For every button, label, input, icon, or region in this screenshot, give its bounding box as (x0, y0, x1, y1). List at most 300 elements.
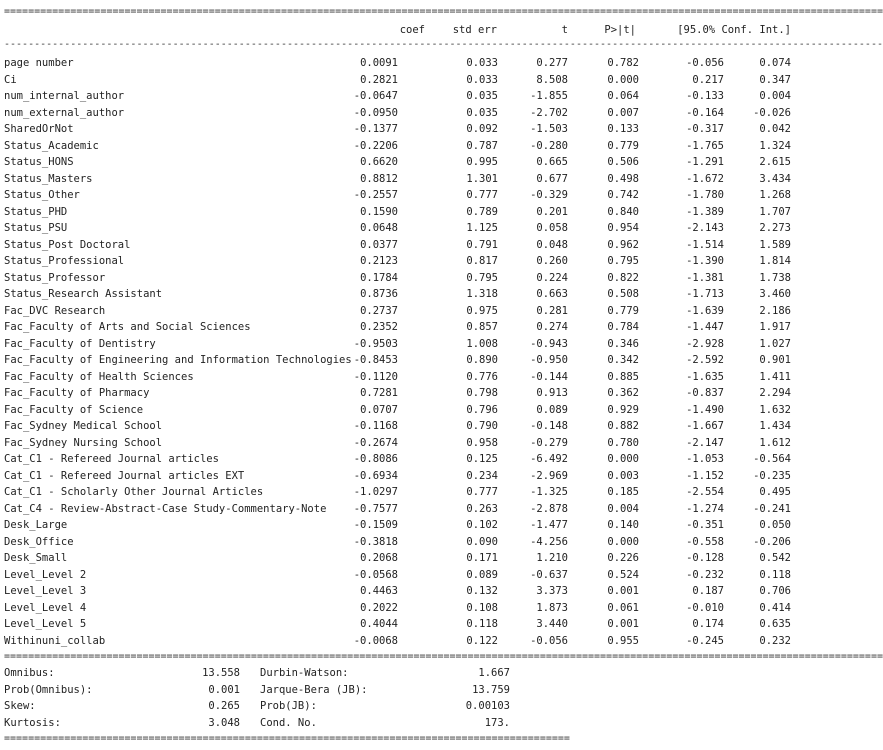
t-value: 3.373 (536, 585, 568, 597)
coef-value: 0.0091 (360, 57, 398, 69)
variable-name: Level_Level 4 (4, 601, 87, 614)
diagnostic-value: 0.001 (208, 683, 240, 696)
t-value: 1.873 (536, 601, 568, 614)
ci-upper-value: -0.564 (753, 453, 791, 465)
variable-name: num_internal_author (4, 90, 125, 102)
t-value: 0.665 (536, 156, 568, 168)
variable-name: Cat_C4 - Review-Abstract-Case Study-Commentary-Note (4, 502, 327, 515)
variable-name: Status_Academic (4, 139, 99, 152)
variable-name: Status_Post Doctoral (4, 238, 131, 251)
ci-lower-value: -1.274 (686, 502, 724, 515)
diagnostic-value: 13.759 (472, 683, 510, 696)
coef-value: -0.0068 (353, 634, 398, 647)
std-err-value: 0.817 (466, 255, 498, 267)
t-value: -0.279 (530, 436, 568, 449)
p-value: 0.342 (607, 354, 639, 366)
t-value: -1.503 (530, 123, 568, 135)
table-row (0, 138, 813, 155)
coef-value: 0.6620 (360, 156, 398, 168)
p-value: 0.779 (607, 304, 639, 317)
variable-name: Status_Professional (4, 255, 125, 267)
variable-name: Status_PSU (4, 222, 68, 234)
std-err-value: 0.776 (466, 370, 498, 383)
ci-upper-value: 1.324 (759, 139, 791, 152)
coef-value: -0.2206 (353, 139, 398, 152)
table-row (0, 600, 813, 617)
variable-name: Status_HONS (4, 156, 74, 168)
p-value: 0.822 (607, 271, 639, 284)
std-err-value: 0.796 (466, 403, 498, 416)
std-err-value: 0.171 (466, 552, 498, 564)
table-row (0, 583, 813, 600)
variable-name: Desk_Office (4, 535, 74, 548)
variable-name: Withinuni_collab (4, 634, 106, 647)
ci-upper-value: 0.706 (759, 585, 791, 597)
p-value: 0.000 (607, 535, 639, 548)
table-row (0, 171, 813, 188)
std-err-value: 0.857 (466, 321, 498, 333)
ci-upper-value: -0.206 (753, 535, 791, 548)
coef-value: -0.0647 (353, 90, 398, 102)
table-row (0, 88, 813, 105)
coef-value: 0.1590 (360, 205, 398, 218)
p-value: 0.506 (607, 156, 639, 168)
std-err-value: 0.777 (466, 486, 498, 498)
coef-value: -1.0297 (353, 486, 398, 498)
coef-value: -0.3818 (353, 535, 398, 548)
coef-value: 0.2352 (360, 321, 398, 333)
ci-upper-value: 2.615 (759, 156, 791, 168)
diagnostic-value: 13.558 (202, 667, 240, 679)
ci-upper-value: 1.589 (759, 238, 791, 251)
coef-value: -0.2557 (353, 189, 398, 201)
p-value: 0.954 (607, 222, 639, 234)
t-value: -0.950 (530, 354, 568, 366)
ci-lower-value: -2.592 (686, 354, 724, 366)
diagnostic-label: Durbin-Watson: (260, 667, 349, 679)
diagnostic-row (0, 682, 520, 699)
coef-value: 0.2068 (360, 552, 398, 564)
diagnostic-row (0, 665, 520, 682)
ci-upper-value: 0.118 (759, 568, 791, 581)
std-err-value: 0.263 (466, 502, 498, 515)
ci-lower-value: -2.147 (686, 436, 724, 449)
table-row (0, 550, 813, 567)
p-value: 0.962 (607, 238, 639, 251)
t-value: -0.943 (530, 337, 568, 350)
table-row (0, 237, 813, 254)
variable-name: Fac_Faculty of Dentistry (4, 337, 156, 350)
p-value: 0.185 (607, 486, 639, 498)
ci-upper-value: 0.004 (759, 90, 791, 102)
p-value: 0.742 (607, 189, 639, 201)
p-value: 0.362 (607, 387, 639, 399)
coef-value: -0.1168 (353, 420, 398, 432)
std-err-value: 0.975 (466, 304, 498, 317)
diagnostic-row (0, 715, 520, 732)
ci-lower-value: -0.128 (686, 552, 724, 564)
variable-name: Fac_Faculty of Engineering and Information Technologies (4, 354, 352, 366)
std-err-value: 0.090 (466, 535, 498, 548)
ci-upper-value: 2.273 (759, 222, 791, 234)
t-value: 0.913 (536, 387, 568, 399)
p-value: 0.226 (607, 552, 639, 564)
ci-lower-value: -1.514 (686, 238, 724, 251)
header-coef: coef (399, 24, 425, 36)
coef-value: 0.8736 (360, 288, 398, 300)
table-row (0, 534, 813, 551)
ci-upper-value: 1.738 (759, 271, 791, 284)
ci-lower-value: -1.291 (686, 156, 724, 168)
std-err-value: 1.008 (466, 337, 498, 350)
table-row (0, 352, 813, 369)
p-value: 0.001 (607, 618, 639, 630)
variable-name: Fac_Sydney Medical School (4, 420, 163, 432)
variable-name: Status_Masters (4, 172, 93, 185)
variable-name: Desk_Small (4, 552, 68, 564)
variable-name: Status_Professor (4, 271, 106, 284)
coef-value: 0.0648 (360, 222, 398, 234)
coef-value: -0.0568 (353, 568, 398, 581)
p-value: 0.140 (607, 519, 639, 531)
coef-value: -0.8086 (353, 453, 398, 465)
t-value: -1.855 (530, 90, 568, 102)
p-value: 0.784 (607, 321, 639, 333)
diagnostic-label: Omnibus: (4, 667, 55, 679)
p-value: 0.779 (607, 139, 639, 152)
ci-upper-value: 0.495 (759, 486, 791, 498)
variable-name: Fac_Faculty of Arts and Social Sciences (4, 321, 251, 333)
table-row (0, 319, 813, 336)
ci-lower-value: 0.217 (692, 73, 724, 86)
coef-value: -0.0950 (353, 106, 398, 119)
ci-lower-value: -0.245 (686, 634, 724, 647)
p-value: 0.955 (607, 634, 639, 647)
std-err-value: 0.035 (466, 90, 498, 102)
p-value: 0.498 (607, 172, 639, 185)
ci-lower-value: -0.317 (686, 123, 724, 135)
ci-upper-value: 0.042 (759, 123, 791, 135)
t-value: -4.256 (530, 535, 568, 548)
table-row (0, 336, 813, 353)
std-err-value: 1.318 (466, 288, 498, 300)
std-err-value: 0.108 (466, 601, 498, 614)
std-err-value: 0.995 (466, 156, 498, 168)
ci-upper-value: 1.707 (759, 205, 791, 218)
p-value: 0.795 (607, 255, 639, 267)
ci-upper-value: 0.074 (759, 57, 791, 69)
diagnostic-label: Prob(Omnibus): (4, 683, 93, 696)
coef-value: 0.4044 (360, 618, 398, 630)
ci-upper-value: 1.411 (759, 370, 791, 383)
ci-upper-value: 1.612 (759, 436, 791, 449)
variable-name: Fac_Faculty of Health Sciences (4, 370, 194, 383)
ci-upper-value: 3.460 (759, 288, 791, 300)
std-err-value: 0.122 (466, 634, 498, 647)
t-value: 0.089 (536, 403, 568, 416)
table-row (0, 154, 813, 171)
variable-name: Level_Level 2 (4, 568, 87, 581)
table-row (0, 121, 813, 138)
std-err-value: 0.102 (466, 519, 498, 531)
variable-name: Status_Other (4, 189, 80, 201)
ci-lower-value: 0.187 (692, 585, 724, 597)
t-value: 1.210 (536, 552, 568, 564)
diagnostic-label: Skew: (4, 700, 36, 712)
table-row (0, 402, 813, 419)
std-err-value: 0.777 (466, 189, 498, 201)
variable-name: num_external_author (4, 106, 125, 119)
table-row (0, 567, 813, 584)
p-value: 0.346 (607, 337, 639, 350)
t-value: -2.969 (530, 469, 568, 482)
ci-lower-value: -2.928 (686, 337, 724, 350)
std-err-value: 1.125 (466, 222, 498, 234)
p-value: 0.000 (607, 73, 639, 86)
ci-upper-value: 2.294 (759, 387, 791, 399)
table-row (0, 501, 813, 518)
ci-lower-value: -0.837 (686, 387, 724, 399)
table-row (0, 105, 813, 122)
ci-lower-value: -0.133 (686, 90, 724, 102)
table-row (0, 517, 813, 534)
table-row (0, 303, 813, 320)
std-err-value: 0.790 (466, 420, 498, 432)
ci-lower-value: -1.765 (686, 139, 724, 152)
coef-value: 0.0377 (360, 238, 398, 251)
ci-upper-value: 1.268 (759, 189, 791, 201)
ci-lower-value: -1.389 (686, 205, 724, 218)
ci-lower-value: -1.780 (686, 189, 724, 201)
std-err-value: 0.035 (466, 106, 498, 119)
coef-value: 0.2123 (360, 255, 398, 267)
t-value: 0.274 (536, 321, 568, 333)
t-value: -0.148 (530, 420, 568, 432)
std-err-value: 0.787 (466, 139, 498, 152)
table-row (0, 204, 813, 221)
t-value: 0.058 (536, 222, 568, 234)
std-err-value: 0.118 (466, 618, 498, 630)
ci-upper-value: 1.434 (759, 420, 791, 432)
p-value: 0.782 (607, 57, 639, 69)
t-value: -0.637 (530, 568, 568, 581)
ci-lower-value: -1.713 (686, 288, 724, 300)
variable-name: Ci (4, 73, 17, 86)
ci-upper-value: 2.186 (759, 304, 791, 317)
std-err-value: 0.890 (466, 354, 498, 366)
variable-name: Cat_C1 - Refereed Journal articles (4, 453, 219, 465)
std-err-value: 0.789 (466, 205, 498, 218)
t-value: 3.440 (536, 618, 568, 630)
p-value: 0.003 (607, 469, 639, 482)
variable-name: Fac_Faculty of Science (4, 403, 144, 416)
variable-name: Fac_Sydney Nursing School (4, 436, 163, 449)
p-value: 0.004 (607, 502, 639, 515)
ci-lower-value: -0.232 (686, 568, 724, 581)
ci-upper-value: 1.632 (759, 403, 791, 416)
mid-double-rule: ================================================================================================================================================== (4, 651, 883, 662)
ci-lower-value: -0.056 (686, 57, 724, 69)
diagnostic-label: Jarque-Bera (JB): (260, 683, 368, 696)
coef-value: 0.2022 (360, 601, 398, 614)
diagnostic-value: 0.265 (208, 700, 240, 712)
p-value: 0.780 (607, 436, 639, 449)
table-row (0, 633, 813, 650)
table-row (0, 484, 813, 501)
std-err-value: 0.125 (466, 453, 498, 465)
variable-name: SharedOrNot (4, 123, 74, 135)
t-value: 0.677 (536, 172, 568, 185)
std-err-value: 0.958 (466, 436, 498, 449)
t-value: 0.048 (536, 238, 568, 251)
p-value: 0.133 (607, 123, 639, 135)
t-value: 8.508 (536, 73, 568, 86)
ci-lower-value: -2.143 (686, 222, 724, 234)
ci-lower-value: -1.381 (686, 271, 724, 284)
variable-name: Status_Research Assistant (4, 288, 163, 300)
coef-value: 0.8812 (360, 172, 398, 185)
ci-upper-value: 0.542 (759, 552, 791, 564)
coef-value: 0.2821 (360, 73, 398, 86)
ci-upper-value: 3.434 (759, 172, 791, 185)
ci-lower-value: -0.010 (686, 601, 724, 614)
std-err-value: 0.092 (466, 123, 498, 135)
t-value: -1.325 (530, 486, 568, 498)
diagnostic-value: 3.048 (208, 716, 240, 729)
table-row (0, 616, 813, 633)
header-confidence-interval: [95.0% Conf. Int.] (677, 24, 791, 36)
coef-value: -0.1377 (353, 123, 398, 135)
std-err-value: 0.033 (466, 57, 498, 69)
ci-lower-value: -1.053 (686, 453, 724, 465)
ci-lower-value: -1.490 (686, 403, 724, 416)
ci-upper-value: 0.901 (759, 354, 791, 366)
p-value: 0.508 (607, 288, 639, 300)
coef-value: -0.9503 (353, 337, 398, 350)
t-value: -0.144 (530, 370, 568, 383)
coef-value: 0.2737 (360, 304, 398, 317)
table-row (0, 55, 813, 72)
t-value: -0.280 (530, 139, 568, 152)
coef-value: 0.7281 (360, 387, 398, 399)
t-value: 0.277 (536, 57, 568, 69)
t-value: -6.492 (530, 453, 568, 465)
p-value: 0.061 (607, 601, 639, 614)
ci-upper-value: -0.235 (753, 469, 791, 482)
table-row (0, 369, 813, 386)
coef-value: -0.1120 (353, 370, 398, 383)
ci-upper-value: 1.027 (759, 337, 791, 350)
std-err-value: 0.234 (466, 469, 498, 482)
std-err-value: 0.132 (466, 585, 498, 597)
t-value: 0.201 (536, 205, 568, 218)
diagnostic-value: 0.00103 (465, 700, 510, 712)
variable-name: Status_PHD (4, 205, 68, 218)
table-row (0, 468, 813, 485)
table-row (0, 270, 813, 287)
p-value: 0.929 (607, 403, 639, 416)
std-err-value: 0.791 (466, 238, 498, 251)
variable-name: page number (4, 57, 74, 69)
t-value: 0.224 (536, 271, 568, 284)
variable-name: Level_Level 3 (4, 585, 87, 597)
std-err-value: 1.301 (466, 172, 498, 185)
t-value: -0.056 (530, 634, 568, 647)
t-value: 0.663 (536, 288, 568, 300)
coef-value: 0.0707 (360, 403, 398, 416)
ci-lower-value: -1.390 (686, 255, 724, 267)
table-row (0, 72, 813, 89)
p-value: 0.007 (607, 106, 639, 119)
variable-name: Cat_C1 - Scholarly Other Journal Articles (4, 486, 264, 498)
diagnostic-label: Kurtosis: (4, 716, 61, 729)
table-row (0, 418, 813, 435)
t-value: -1.477 (530, 519, 568, 531)
std-err-value: 0.089 (466, 568, 498, 581)
ci-lower-value: -1.152 (686, 469, 724, 482)
bottom-double-rule: ============================================================================================== (4, 733, 570, 744)
diagnostic-value: 173. (484, 716, 510, 729)
t-value: 0.281 (536, 304, 568, 317)
table-row (0, 286, 813, 303)
diagnostic-value: 1.667 (478, 667, 510, 679)
variable-name: Fac_DVC Research (4, 304, 106, 317)
coef-value: -0.6934 (353, 469, 398, 482)
p-value: 0.882 (607, 420, 639, 432)
t-value: -2.878 (530, 502, 568, 515)
ci-lower-value: -1.667 (686, 420, 724, 432)
t-value: -0.329 (530, 189, 568, 201)
variable-name: Cat_C1 - Refereed Journal articles EXT (4, 469, 245, 482)
table-row (0, 385, 813, 402)
coef-value: -0.8453 (353, 354, 398, 366)
ci-lower-value: -1.672 (686, 172, 724, 185)
ci-lower-value: -2.554 (686, 486, 724, 498)
t-value: 0.260 (536, 255, 568, 267)
header-std-err: std err (452, 24, 497, 36)
header-single-rule: -------------------------------------------------------------------------------------------------------------------------------------------------- (4, 39, 883, 50)
ci-upper-value: 0.414 (759, 601, 791, 614)
coef-value: 0.4463 (360, 585, 398, 597)
p-value: 0.001 (607, 585, 639, 597)
diagnostic-row (0, 698, 520, 715)
ci-upper-value: 1.917 (759, 321, 791, 333)
table-row (0, 187, 813, 204)
coef-value: -0.1509 (353, 519, 398, 531)
header-p-value: P>|t| (604, 24, 636, 36)
ci-upper-value: 0.232 (759, 634, 791, 647)
ci-upper-value: 0.050 (759, 519, 791, 531)
p-value: 0.524 (607, 568, 639, 581)
ci-upper-value: -0.241 (753, 502, 791, 515)
std-err-value: 0.033 (466, 73, 498, 86)
ci-upper-value: 0.347 (759, 73, 791, 86)
ci-lower-value: -0.351 (686, 519, 724, 531)
coef-value: -0.7577 (353, 502, 398, 515)
ci-lower-value: -0.558 (686, 535, 724, 548)
variable-name: Level_Level 5 (4, 618, 87, 630)
ci-lower-value: -1.635 (686, 370, 724, 383)
ci-lower-value: -0.164 (686, 106, 724, 119)
header-t: t (561, 24, 568, 36)
ci-upper-value: -0.026 (753, 106, 791, 119)
table-row (0, 435, 813, 452)
t-value: -2.702 (530, 106, 568, 119)
ci-upper-value: 0.635 (759, 618, 791, 630)
p-value: 0.064 (607, 90, 639, 102)
ci-lower-value: -1.639 (686, 304, 724, 317)
table-row (0, 220, 813, 237)
